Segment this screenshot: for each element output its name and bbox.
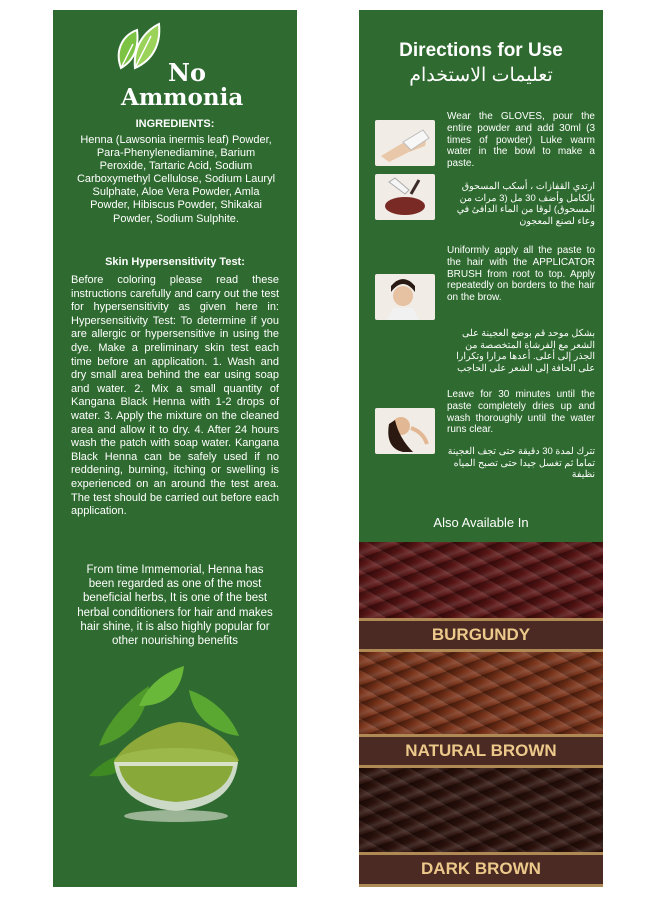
ingredients-text: Henna (Lawsonia inermis leaf) Powder, Para-Phenylenediamine, Barium Peroxide, Tartaric Acid, Sodium Carboxymethyl Cellulose, Sodium Lauryl Sulphate, Aloe Vera Powder, Amla Powder, Hibiscus Powder, Shikakai Powder, Sodium Sulphite. [76,134,276,225]
mixing-bowl-image [375,174,435,220]
variant-label-natural-brown: NATURAL BROWN [359,734,603,768]
no-ammonia-logo [113,22,253,111]
product-info-panel [53,10,297,887]
logo-ammonia: Ammonia [121,84,244,111]
directions-panel [359,10,603,887]
also-available-heading: Also Available In [433,515,529,530]
ingredients-heading: INGREDIENTS: [135,118,215,130]
leaf-icon [113,22,173,72]
gloves-image [375,120,435,166]
directions-title: Directions for Use [399,40,563,61]
logo-no: No [168,58,206,87]
immemorial-text: From time Immemorial, Henna has been regarded as one of the most beneficial herbs, It is one of the best herbal conditioners for hair and makes hair shine, it is also highly popular for other nourishing benefits [77,564,273,648]
step-2-text: Uniformly apply all the paste to the hair with the APPLICATOR BRUSH from root to top. Apply repeatedly on borders to the hair on the brow. [447,245,595,304]
applying-paste-image [375,274,435,320]
natural-brown-swatch [359,652,603,734]
step-1-arabic: ارتدي القفازات ، أسكب المسحوق بالكامل وأضف 30 مل (3 مرات من المسحوق) لوقا من الماء الدافئ في وعاء لصنع المعجون [456,181,595,227]
skin-test-heading: Skin Hypersensitivity Test: [105,256,245,268]
washing-hair-image [375,408,435,454]
directions-title-arabic: تعليمات الاستخدام [409,65,553,86]
skin-test-text: Before coloring please read these instructions carefully and carry out the test for hypersensitivity as given here in: Hypersensitivity Test: To determine if you are allergic or hypersensitive in using the dye. Make a preliminary skin test each time before an application. 1. Wash and dry small area behind the ear using soap and water. 2. Mix a small quantity of Kangana Black Henna with 1-2 drops of water. 3. Apply the mixture on the cleaned area and allow it to dry. 4. After 24 hours wash the patch with soap water. Kangana Black Henna can be safely used if no reddening, burning, itching or swelling is experienced on an around the test area. The test should be carried out before each application. [71,274,279,518]
step-1-text: Wear the GLOVES, pour the entire powder and add 30ml (3 times of powder) Luke warm water in the bowl to make a paste. [447,111,595,170]
dark-brown-swatch [359,768,603,852]
step-2-arabic: بشكل موحد قم بوضع العجينة على الشعر مع الفرشاة المتخصصة من الجذر إلى أعلى. أعدها مرارا وتكرارا على الحافة إلى الشعر على الحاجب [456,328,595,374]
variant-label-burgundy: BURGUNDY [359,618,603,652]
variant-label-dark-brown: DARK BROWN [359,852,603,887]
step-3-text: Leave for 30 minutes until the paste completely dries up and wash thoroughly until the water runs clear. [447,389,595,436]
henna-bowl-image [89,666,259,831]
burgundy-swatch [359,542,603,618]
step-3-arabic: تترك لمدة 30 دقيقة حتى تجف العجينة تماما ثم تغسل جيدا حتى تصبح المياه نظيفة [447,446,595,480]
